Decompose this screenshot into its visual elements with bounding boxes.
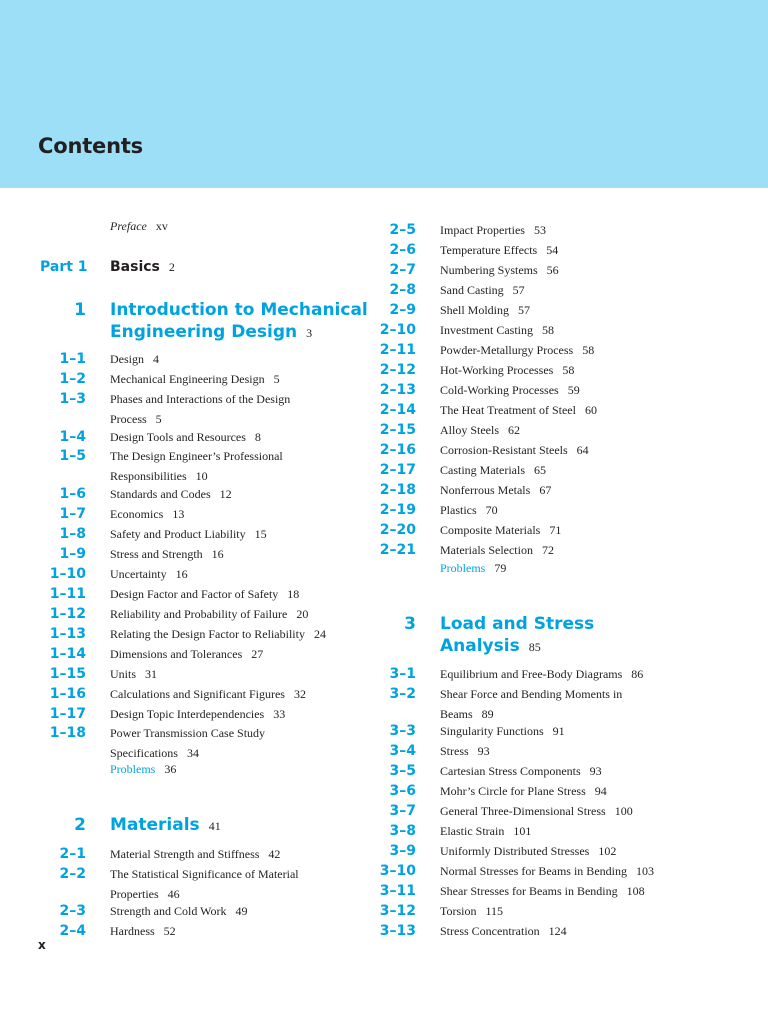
part-title-entry[interactable] <box>110 259 175 275</box>
section-number: 3–11 <box>379 883 416 899</box>
section-page: 33 <box>273 707 286 721</box>
section-title[interactable] <box>110 865 299 885</box>
section-title-text: Design Factor and Factor of Safety <box>110 587 279 601</box>
section-title[interactable] <box>110 525 267 545</box>
section-number: 2–16 <box>379 442 416 458</box>
section-number: 1–1 <box>59 351 86 367</box>
section-title[interactable] <box>440 742 490 762</box>
section-number: 3–2 <box>389 686 416 702</box>
part-page: 2 <box>168 260 175 274</box>
section-title[interactable] <box>110 902 247 922</box>
section-page: 70 <box>485 503 498 517</box>
chapter-2-number: 2 <box>74 815 86 835</box>
section-title[interactable] <box>440 321 554 341</box>
section-title[interactable] <box>440 822 531 842</box>
section-page: 16 <box>211 547 224 561</box>
section-title-text: Plastics <box>440 503 477 517</box>
section-title-text: Beams <box>440 706 473 721</box>
section-title[interactable] <box>440 421 520 441</box>
section-title[interactable] <box>440 802 633 822</box>
section-number: 1–14 <box>49 646 86 662</box>
part-label: Part 1 <box>40 259 88 275</box>
section-title[interactable] <box>110 370 280 390</box>
section-title-text: Investment Casting <box>440 323 533 337</box>
section-page: 4 <box>153 352 159 366</box>
section-page: 124 <box>548 924 567 938</box>
section-title[interactable] <box>440 521 561 541</box>
section-title-text: Dimensions and Tolerances <box>110 647 243 661</box>
section-title[interactable] <box>110 922 176 942</box>
section-page: 59 <box>567 383 580 397</box>
section-page: 10 <box>195 468 208 483</box>
chapter-1-title-line2[interactable] <box>110 321 312 344</box>
chapter-1-page: 3 <box>306 326 313 340</box>
section-page: 57 <box>518 303 531 317</box>
section-number: 2–2 <box>59 866 86 882</box>
section-title[interactable] <box>440 541 554 561</box>
section-number: 1–11 <box>49 586 86 602</box>
section-title[interactable] <box>110 428 261 448</box>
section-number: 2–20 <box>379 522 416 538</box>
section-title-text: Singularity Functions <box>440 724 544 738</box>
section-number: 2–19 <box>379 502 416 518</box>
section-page: 46 <box>167 886 180 901</box>
section-page: 91 <box>552 724 565 738</box>
section-title[interactable] <box>110 545 224 565</box>
chapter-3-title-text: Analysis <box>440 636 520 656</box>
section-title[interactable] <box>110 565 188 585</box>
section-title-text: Uncertainty <box>110 567 167 581</box>
section-title-text: Nonferrous Metals <box>440 483 531 497</box>
section-title-text: Phases and Interactions of the Design <box>110 392 291 406</box>
section-page: 31 <box>145 667 158 681</box>
section-title-text: Units <box>110 667 137 681</box>
section-title[interactable] <box>440 842 616 862</box>
section-title-text: Relating the Design Factor to Reliability <box>110 627 305 641</box>
section-title-text: Design <box>110 352 144 366</box>
section-title-text: Cold-Working Processes <box>440 383 559 397</box>
section-title-text: Standards and Codes <box>110 487 211 501</box>
section-title-text: Properties <box>110 886 159 901</box>
section-page: 57 <box>512 283 525 297</box>
chapter-1-number: 1 <box>74 300 86 320</box>
problems-page: 36 <box>164 762 177 776</box>
section-title-text: Impact Properties <box>440 223 525 237</box>
section-title-text: General Three-Dimensional Stress <box>440 804 606 818</box>
section-number: 2–13 <box>379 382 416 398</box>
section-number: 3–5 <box>389 763 416 779</box>
section-title[interactable] <box>440 381 580 401</box>
chapter-1-problems[interactable] <box>110 762 176 777</box>
section-title-text: Alloy Steels <box>440 423 499 437</box>
section-page: 93 <box>477 744 490 758</box>
section-title-text: Process <box>110 411 147 426</box>
section-page: 5 <box>273 372 280 386</box>
section-page: 5 <box>155 411 162 426</box>
section-page: 52 <box>163 924 176 938</box>
section-page: 32 <box>293 687 306 701</box>
section-page: 8 <box>254 430 261 444</box>
section-title[interactable] <box>440 782 607 802</box>
section-number: 3–13 <box>379 923 416 939</box>
preface-page: xv <box>155 219 168 233</box>
part-title: Basics <box>110 259 160 275</box>
section-page: 12 <box>219 487 232 501</box>
section-page: 94 <box>594 784 607 798</box>
section-number: 3–3 <box>389 723 416 739</box>
problems-label: Problems <box>440 561 486 575</box>
section-page: 13 <box>172 507 185 521</box>
section-title[interactable] <box>440 501 498 521</box>
section-title-text: Design Topic Interdependencies <box>110 707 265 721</box>
section-page: 54 <box>546 243 559 257</box>
section-title-text: Casting Materials <box>440 463 525 477</box>
section-title-text: Powder-Metallurgy Process <box>440 343 574 357</box>
section-page: 89 <box>481 706 494 721</box>
section-title[interactable] <box>440 401 597 421</box>
section-title[interactable] <box>440 762 602 782</box>
section-title-text: Temperature Effects <box>440 243 538 257</box>
section-number: 2–12 <box>379 362 416 378</box>
section-page: 24 <box>313 627 326 641</box>
section-number: 1–18 <box>49 725 86 741</box>
section-number: 3–10 <box>379 863 416 879</box>
section-title[interactable] <box>110 350 159 370</box>
header-band <box>0 0 768 188</box>
section-title-text: Hot-Working Processes <box>440 363 554 377</box>
section-page: 16 <box>175 567 188 581</box>
section-title[interactable] <box>110 645 263 665</box>
section-number: 3–6 <box>389 783 416 799</box>
section-title[interactable] <box>110 585 299 605</box>
section-title-text: The Statistical Significance of Material <box>110 867 299 881</box>
section-title[interactable] <box>440 441 589 461</box>
section-page: 67 <box>539 483 552 497</box>
section-title-text: Hardness <box>110 924 155 938</box>
chapter-1-title-text: Engineering Design <box>110 322 298 342</box>
section-title-text: Specifications <box>110 745 178 760</box>
section-page: 53 <box>533 223 546 237</box>
section-title[interactable] <box>440 665 643 685</box>
section-number: 3–8 <box>389 823 416 839</box>
section-title[interactable] <box>440 481 551 501</box>
section-title[interactable] <box>440 722 565 742</box>
chapter-3-title-line2[interactable] <box>440 635 541 658</box>
section-number: 2–9 <box>389 302 416 318</box>
chapter-1-title-line1[interactable]: Introduction to Mechanical <box>110 300 368 320</box>
section-page: 18 <box>287 587 300 601</box>
section-title[interactable] <box>110 665 157 685</box>
section-title-text: Mohr’s Circle for Plane Stress <box>440 784 586 798</box>
section-title[interactable] <box>110 410 162 430</box>
section-title-text: Sand Casting <box>440 283 504 297</box>
section-title[interactable] <box>110 685 306 705</box>
section-number: 1–4 <box>59 429 86 445</box>
section-number: 2–6 <box>389 242 416 258</box>
section-title[interactable] <box>110 447 283 467</box>
section-number: 2–8 <box>389 282 416 298</box>
section-title[interactable] <box>110 390 290 410</box>
section-title-text: Composite Materials <box>440 523 541 537</box>
section-number: 2–21 <box>379 542 416 558</box>
section-title[interactable] <box>440 361 574 381</box>
preface-label: Preface <box>110 219 147 233</box>
section-page: 102 <box>598 844 617 858</box>
section-page: 64 <box>576 443 589 457</box>
section-title[interactable] <box>440 862 654 882</box>
section-title[interactable] <box>110 744 199 764</box>
chapter-3-number: 3 <box>404 614 416 634</box>
section-title-text: Shear Force and Bending Moments in <box>440 687 623 701</box>
section-number: 1–16 <box>49 686 86 702</box>
section-page: 93 <box>589 764 602 778</box>
section-page: 72 <box>541 543 554 557</box>
section-title[interactable] <box>440 241 558 261</box>
section-number: 3–7 <box>389 803 416 819</box>
section-title[interactable] <box>110 467 208 487</box>
section-title-text: Stress Concentration <box>440 924 540 938</box>
section-page: 42 <box>268 847 281 861</box>
section-number: 1–8 <box>59 526 86 542</box>
section-title-text: Stress <box>440 744 469 758</box>
page-title: Contents <box>38 134 143 158</box>
section-title-text: Design Tools and Resources <box>110 430 246 444</box>
problems-label: Problems <box>110 762 156 776</box>
section-title-text: Responsibilities <box>110 468 187 483</box>
section-title-text: Safety and Product Liability <box>110 527 246 541</box>
section-title[interactable] <box>440 221 546 241</box>
chapter-2-title: Materials <box>110 815 200 835</box>
section-title-text: Uniformly Distributed Stresses <box>440 844 590 858</box>
section-page: 58 <box>582 343 595 357</box>
section-number: 2–4 <box>59 923 86 939</box>
section-number: 1–9 <box>59 546 86 562</box>
section-title-text: Reliability and Probability of Failure <box>110 607 288 621</box>
section-number: 1–5 <box>59 448 86 464</box>
section-title-text: Material Strength and Stiffness <box>110 847 260 861</box>
section-title[interactable] <box>440 341 594 361</box>
section-number: 3–9 <box>389 843 416 859</box>
section-title[interactable] <box>110 724 265 744</box>
section-title-text: Mechanical Engineering Design <box>110 372 265 386</box>
section-number: 2–15 <box>379 422 416 438</box>
section-number: 2–17 <box>379 462 416 478</box>
section-title[interactable] <box>440 301 530 321</box>
section-number: 3–4 <box>389 743 416 759</box>
section-title[interactable] <box>440 461 546 481</box>
section-number: 2–18 <box>379 482 416 498</box>
section-title-text: Equilibrium and Free-Body Diagrams <box>440 667 623 681</box>
chapter-3-page: 85 <box>528 640 541 654</box>
section-page: 103 <box>635 864 654 878</box>
chapter-2-title-entry[interactable] <box>110 814 221 837</box>
section-number: 1–15 <box>49 666 86 682</box>
section-title-text: Shear Stresses for Beams in Bending <box>440 884 618 898</box>
page-folio: x <box>38 938 46 952</box>
section-page: 115 <box>485 904 504 918</box>
section-title-text: Elastic Strain <box>440 824 505 838</box>
section-title[interactable] <box>440 882 645 902</box>
section-number: 1–10 <box>49 566 86 582</box>
section-number: 3–12 <box>379 903 416 919</box>
section-page: 58 <box>562 363 575 377</box>
section-page: 49 <box>235 904 248 918</box>
section-number: 1–6 <box>59 486 86 502</box>
section-page: 27 <box>251 647 264 661</box>
section-page: 65 <box>533 463 546 477</box>
chapter-3-title-line1[interactable]: Load and Stress <box>440 614 595 634</box>
section-page: 71 <box>549 523 562 537</box>
section-title[interactable] <box>440 902 503 922</box>
section-title[interactable] <box>440 922 567 942</box>
section-number: 2–1 <box>59 846 86 862</box>
section-number: 2–3 <box>59 903 86 919</box>
section-title[interactable] <box>110 485 232 505</box>
section-title[interactable] <box>440 261 559 281</box>
section-page: 100 <box>614 804 633 818</box>
section-page: 86 <box>631 667 644 681</box>
section-number: 2–14 <box>379 402 416 418</box>
chapter-2-problems[interactable] <box>440 561 506 576</box>
section-title[interactable] <box>440 281 525 301</box>
chapter-2-page: 41 <box>208 819 221 833</box>
section-page: 34 <box>186 745 199 760</box>
section-page: 60 <box>584 403 597 417</box>
section-page: 62 <box>508 423 520 437</box>
section-title[interactable] <box>110 845 280 865</box>
section-title-text: Economics <box>110 507 164 521</box>
section-number: 1–7 <box>59 506 86 522</box>
section-number: 1–17 <box>49 706 86 722</box>
section-title[interactable] <box>110 505 184 525</box>
section-page: 108 <box>626 884 645 898</box>
section-title[interactable] <box>440 685 622 705</box>
section-number: 2–7 <box>389 262 416 278</box>
section-number: 2–10 <box>379 322 416 338</box>
section-page: 56 <box>546 263 559 277</box>
section-title-text: The Heat Treatment of Steel <box>440 403 576 417</box>
section-title-text: Torsion <box>440 904 477 918</box>
section-page: 20 <box>296 607 309 621</box>
section-number: 1–2 <box>59 371 86 387</box>
section-number: 1–13 <box>49 626 86 642</box>
problems-page: 79 <box>494 561 507 575</box>
section-title-text: Numbering Systems <box>440 263 538 277</box>
section-number: 2–11 <box>379 342 416 358</box>
section-title-text: Cartesian Stress Components <box>440 764 581 778</box>
section-number: 1–12 <box>49 606 86 622</box>
section-number: 1–3 <box>59 391 86 407</box>
section-title-text: Normal Stresses for Beams in Bending <box>440 864 627 878</box>
section-title-text: Power Transmission Case Study <box>110 726 266 740</box>
section-title-text: Stress and Strength <box>110 547 203 561</box>
section-title-text: Calculations and Significant Figures <box>110 687 285 701</box>
section-page: 15 <box>254 527 267 541</box>
section-title-text: Shell Molding <box>440 303 510 317</box>
section-title[interactable] <box>110 605 308 625</box>
section-number: 3–1 <box>389 666 416 682</box>
preface-entry[interactable] <box>110 219 168 234</box>
section-title-text: Strength and Cold Work <box>110 904 227 918</box>
section-title[interactable] <box>110 625 326 645</box>
section-page: 58 <box>542 323 554 337</box>
section-number: 2–5 <box>389 222 416 238</box>
section-title-text: Corrosion-Resistant Steels <box>440 443 568 457</box>
section-page: 101 <box>513 824 532 838</box>
section-title-text: Materials Selection <box>440 543 533 557</box>
section-title[interactable] <box>110 705 285 725</box>
section-title-text: The Design Engineer’s Professional <box>110 449 283 463</box>
